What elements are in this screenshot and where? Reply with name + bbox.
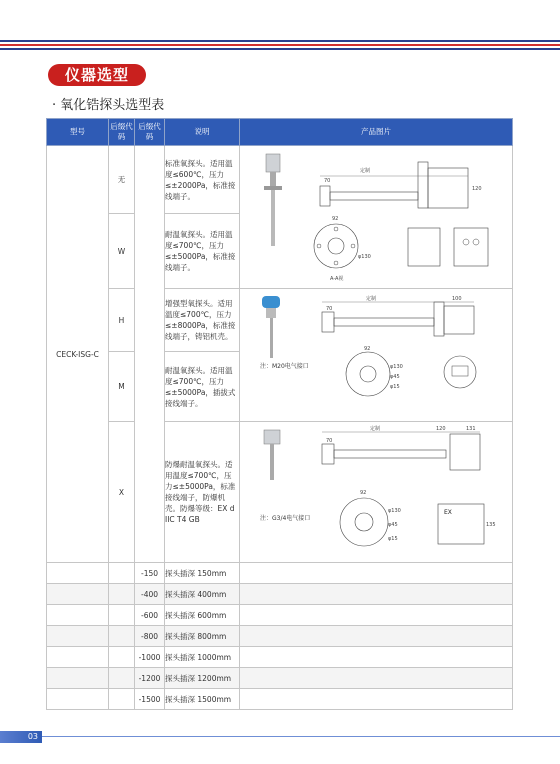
table-row xyxy=(47,626,513,647)
length-desc-cell: 探头插深 600mm xyxy=(165,605,240,626)
probe-drawing-standard xyxy=(240,146,512,288)
probe-drawing-explosion-proof xyxy=(240,422,512,562)
dim-92: 92 xyxy=(360,490,367,496)
table-row xyxy=(47,605,513,626)
desc-cell: 增强型氧探头。适用温度≤700℃，压力≤±8000Pa，标准接线端子，铸铝机壳。 xyxy=(165,289,240,352)
code-cell: H xyxy=(109,289,135,352)
desc-cell: 耐温氧探头。适用温度≤700℃，压力≤±5000Pa，标准接线端子。 xyxy=(165,214,240,289)
code-cell: W xyxy=(109,214,135,289)
dim-131: 131 xyxy=(466,426,476,432)
label-ex: EX xyxy=(444,509,452,516)
table-row xyxy=(47,563,513,584)
model-cell: CECK-ISG-C xyxy=(47,146,109,563)
drawing-cell-explosion-proof xyxy=(240,422,513,563)
length-code-cell: -800 xyxy=(135,626,165,647)
table-header-row xyxy=(47,119,513,146)
header-suffix-1: 后缀代码 xyxy=(109,119,135,146)
table-subtitle: · 氧化锆探头选型表 xyxy=(52,98,165,113)
length-desc-cell: 探头插深 1200mm xyxy=(165,668,240,689)
table-row xyxy=(47,668,513,689)
dim-120: 120 xyxy=(436,426,446,432)
length-desc-cell: 探头插深 150mm xyxy=(165,563,240,584)
table-row xyxy=(47,289,513,352)
desc-cell: 标准氧探头。适用温度≤600℃，压力≤±2000Pa，标准接线端子。 xyxy=(165,146,240,214)
length-desc-cell: 探头插深 800mm xyxy=(165,626,240,647)
table-row xyxy=(47,584,513,605)
footer-line xyxy=(42,736,560,737)
note-m20: 注：M20电气接口 xyxy=(260,363,309,370)
header-model: 型号 xyxy=(47,119,109,146)
label-custom: 定制 xyxy=(370,426,381,432)
table-row xyxy=(47,146,513,214)
suffix2-empty-cell xyxy=(135,146,165,563)
page-number: 03 xyxy=(0,731,42,743)
drawing-cell-standard xyxy=(240,146,513,289)
code-cell: M xyxy=(109,352,135,422)
header-picture: 产品图片 xyxy=(240,119,513,146)
length-desc-cell: 探头插深 1500mm xyxy=(165,689,240,710)
length-code-cell: -600 xyxy=(135,605,165,626)
dim-phi45: φ45 xyxy=(388,522,398,528)
table-row xyxy=(47,647,513,668)
dim-phi45: φ45 xyxy=(390,374,400,380)
dim-70: 70 xyxy=(326,438,333,444)
probe-drawing-enhanced xyxy=(240,290,512,420)
length-code-cell: -1000 xyxy=(135,647,165,668)
length-code-cell: -150 xyxy=(135,563,165,584)
dim-92: 92 xyxy=(364,346,371,352)
dim-100: 100 xyxy=(452,296,462,302)
dim-70: 70 xyxy=(326,306,333,312)
length-desc-cell: 探头插深 1000mm xyxy=(165,647,240,668)
dim-phi15: φ15 xyxy=(390,384,400,390)
dim-92: 92 xyxy=(332,216,339,222)
dim-phi130: φ130 xyxy=(358,254,371,260)
drawing-cell-enhanced xyxy=(240,289,513,422)
label-view-aa: A-A视 xyxy=(330,276,344,282)
length-code-cell: -400 xyxy=(135,584,165,605)
header-description: 说明 xyxy=(165,119,240,146)
code-cell: 无 xyxy=(109,146,135,214)
label-custom: 定制 xyxy=(366,296,377,302)
label-custom: 定制 xyxy=(360,168,371,174)
header-stripes xyxy=(0,40,560,52)
header-suffix-2: 后缀代码 xyxy=(135,119,165,146)
section-title: 仪器选型 xyxy=(48,64,146,86)
length-code-cell: -1500 xyxy=(135,689,165,710)
code-cell: X xyxy=(109,422,135,563)
length-desc-cell: 探头插深 400mm xyxy=(165,584,240,605)
dim-70: 70 xyxy=(324,178,331,184)
table-row xyxy=(47,689,513,710)
dim-phi130: φ130 xyxy=(390,364,403,370)
table-row xyxy=(47,422,513,563)
note-g34: 注：G3/4电气接口 xyxy=(260,515,311,522)
dim-135: 135 xyxy=(486,522,496,528)
desc-cell: 耐温氧探头。适用温度≤700℃，压力≤±5000Pa，插拔式接线端子。 xyxy=(165,352,240,422)
dim-120: 120 xyxy=(472,186,482,192)
length-code-cell: -1200 xyxy=(135,668,165,689)
desc-cell: 防爆耐温氧探头。适用温度≤700℃，压力≤±5000Pa，标准接线端子，防爆机壳。防爆等级：EX d IIC T4 GB xyxy=(165,422,240,563)
selection-table xyxy=(46,118,513,710)
dim-phi15: φ15 xyxy=(388,536,398,542)
dim-phi130: φ130 xyxy=(388,508,401,514)
